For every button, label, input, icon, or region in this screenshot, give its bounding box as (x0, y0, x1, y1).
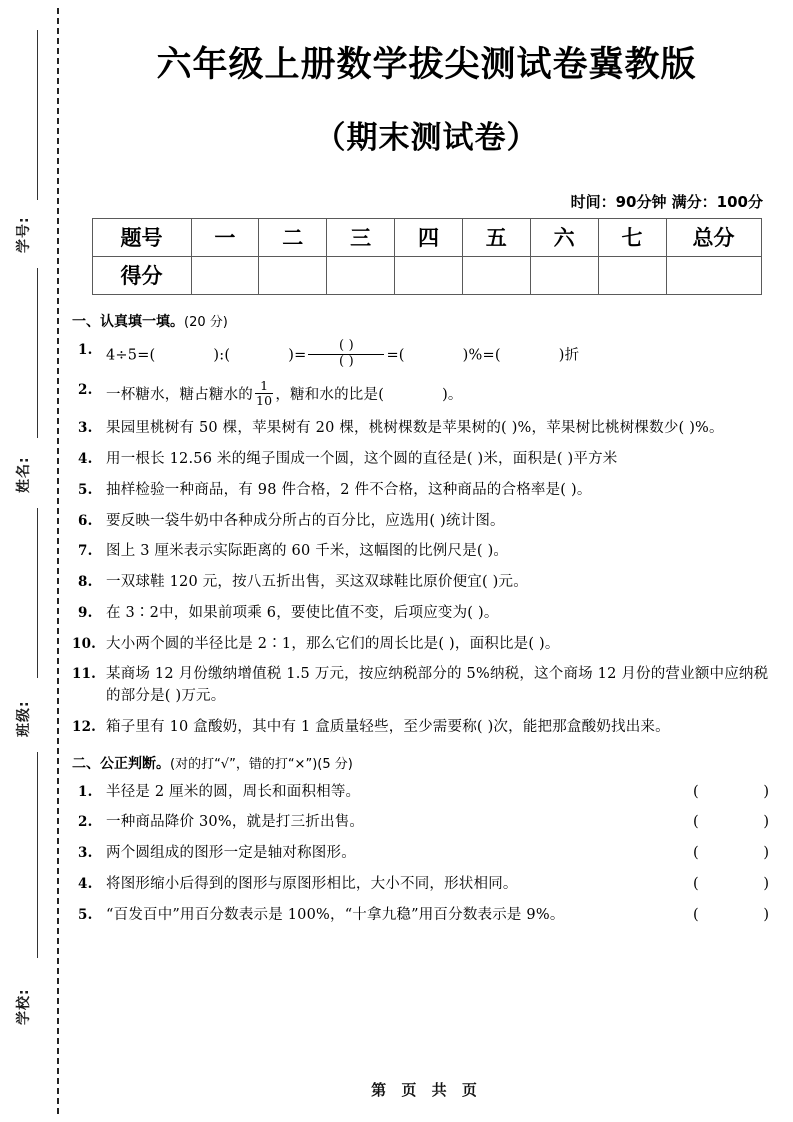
question-item (72, 634, 771, 656)
score-table-cell: 四 (395, 218, 463, 256)
bracket-open: ( (693, 906, 699, 923)
answer-bracket[interactable] (693, 843, 769, 865)
exam-page (60, 0, 793, 1122)
score-entry-cell[interactable] (598, 256, 666, 294)
question-body: 将图形缩小后得到的图形与原图形相比，大小不同，形状相同。 (106, 875, 518, 892)
question-fragment: =( (386, 347, 405, 364)
bracket-close: ) (763, 845, 769, 862)
score-entry-cell[interactable] (462, 256, 530, 294)
score-table-cell-total: 总分 (666, 218, 761, 256)
section-heading-text: 二、公正判断。 (72, 755, 170, 772)
question-body: 图上 3 厘米表示实际距离的 60 千米，这幅图的比例尺是( )。 (106, 543, 509, 560)
question-body: “百发百中”用百分数表示是 100%，“十拿九稳”用百分数表示是 9%。 (106, 906, 565, 923)
score-table-cell: 七 (598, 218, 666, 256)
exam-content (60, 311, 793, 927)
question-body: 大小两个圆的半径比是 2∶1，那么它们的周长比是( )，面积比是( )。 (106, 635, 560, 652)
margin-label-name: 姓名: (16, 456, 32, 493)
score-entry-cell[interactable] (530, 256, 598, 294)
score-table-cell: 五 (462, 218, 530, 256)
question-fragment: ，糖和水的比是( (275, 386, 385, 403)
score-table-cell: 三 (327, 218, 395, 256)
question-number: 3. (78, 845, 93, 862)
question-body: 在 3∶2中，如果前项乘 6，要使比值不变，后项应变为( )。 (106, 604, 499, 621)
margin-label-school: 学校: (16, 988, 32, 1025)
bracket-close: ) (763, 875, 769, 892)
question-fragment: ):( (213, 347, 231, 364)
question-item (72, 905, 771, 927)
score-entry-cell-total[interactable] (666, 256, 761, 294)
question-number: 8. (78, 574, 93, 591)
write-line-name (37, 268, 38, 438)
question-item (72, 511, 771, 533)
question-item (72, 717, 771, 739)
question-fragment: )折 (558, 347, 580, 364)
section-heading-fill-in-blanks (72, 311, 771, 331)
question-body: 用一根长 12.56 米的绳子围成一个圆，这个圆的直径是( )米，面积是( )平方米 (106, 451, 618, 468)
question-item (72, 603, 771, 625)
page-title: 六年级上册数学拔尖测试卷冀教版 (156, 45, 697, 85)
question-item (72, 480, 771, 502)
score-entry-cell[interactable] (327, 256, 395, 294)
question-body: 某商场 12 月份缴纳增值税 1.5 万元，按应纳税部分的 5%纳税，这个商场 12 月份的营业额中应纳税的部分是( )万元。 (106, 666, 769, 705)
question-item (72, 572, 771, 594)
section-heading-true-false (72, 753, 771, 773)
score-entry-cell[interactable] (191, 256, 259, 294)
question-body: 要反映一袋牛奶中各种成分所占的百分比，应选用( )统计图。 (106, 512, 505, 529)
question-body: 抽样检验一种商品，有 98 件合格，2 件不合格，这种商品的合格率是( )。 (106, 481, 592, 498)
question-body (106, 377, 771, 410)
table-row (92, 256, 761, 294)
question-item (72, 418, 771, 440)
score-table-cell: 六 (530, 218, 598, 256)
table-row (92, 218, 761, 256)
write-line-student-id (37, 30, 38, 200)
question-item (72, 377, 771, 410)
question-number: 6. (78, 512, 93, 529)
bracket-close: ) (763, 783, 769, 800)
question-fragment: )= (288, 347, 307, 364)
write-line-school (37, 752, 38, 958)
question-body: 一种商品降价 30%，就是打三折出售。 (106, 814, 365, 831)
question-body: 两个圆组成的图形一定是轴对称图形。 (106, 845, 356, 862)
page-subtitle: （期末测试卷） (314, 119, 539, 156)
margin-label-student-id: 学号: (16, 216, 32, 253)
question-fragment: 一杯糖水，糖占糖水的 (106, 386, 253, 403)
bracket-close: ) (763, 814, 769, 831)
question-number: 3. (78, 420, 93, 437)
question-number: 4. (78, 875, 93, 892)
question-number: 5. (78, 481, 93, 498)
question-number: 5. (78, 906, 93, 923)
fraction-one-tenth (255, 379, 273, 409)
page-footer: 第 页 共 页 (371, 1081, 482, 1099)
answer-bracket[interactable] (693, 874, 769, 896)
question-fragment: )%=( (462, 347, 501, 364)
question-body: 半径是 2 厘米的圆，周长和面积相等。 (106, 783, 361, 800)
fraction-denominator[interactable]: ( ) (308, 354, 384, 370)
question-body: 果园里桃树有 50 棵，苹果树有 20 棵，桃树棵数是苹果树的( )%，苹果树比桃树棵数少( )%。 (106, 420, 724, 437)
question-item (72, 843, 771, 865)
question-number: 1. (78, 341, 93, 358)
question-item (72, 812, 771, 834)
section-points: (对的打“√”，错的打“×”)(5 分) (170, 756, 353, 772)
question-number: 4. (78, 451, 93, 468)
question-item (72, 337, 771, 371)
cut-dashed-line (57, 8, 59, 1114)
score-table (92, 218, 762, 295)
score-table-cell: 一 (191, 218, 259, 256)
question-fragment: 4÷5=( (106, 347, 156, 364)
question-number: 2. (78, 814, 93, 831)
question-item (72, 449, 771, 471)
question-number: 7. (78, 543, 93, 560)
question-number: 11. (72, 666, 97, 683)
question-item (72, 664, 771, 708)
question-item (72, 541, 771, 563)
answer-bracket[interactable] (693, 905, 769, 927)
title-block (60, 0, 793, 157)
bracket-open: ( (693, 875, 699, 892)
score-table-cell: 二 (259, 218, 327, 256)
bracket-open: ( (693, 845, 699, 862)
question-body: 一双球鞋 120 元，按八五折出售，买这双球鞋比原价便宜( )元。 (106, 574, 528, 591)
question-body: 箱子里有 10 盒酸奶，其中有 1 盒质量轻些，至少需要称( )次，能把那盒酸奶找出来。 (106, 718, 670, 735)
section-points: (20 分) (184, 314, 228, 330)
question-number: 9. (78, 604, 93, 621)
question-number: 10. (72, 635, 97, 652)
question-number: 12. (72, 718, 97, 735)
question-item (72, 782, 771, 804)
bracket-open: ( (693, 783, 699, 800)
answer-bracket[interactable] (693, 782, 769, 804)
score-entry-cell[interactable] (259, 256, 327, 294)
score-table-row-label: 题号 (92, 218, 191, 256)
fraction-denominator: 10 (256, 393, 273, 408)
exam-margin-strip (0, 0, 60, 1122)
question-number: 1. (78, 783, 93, 800)
fraction-numerator: 1 (260, 377, 269, 393)
question-body (106, 337, 771, 371)
exam-meta-line: 时间：90分钟 满分：100分 (570, 192, 763, 211)
question-fragment: )。 (442, 386, 463, 403)
answer-bracket[interactable] (693, 812, 769, 834)
question-item (72, 874, 771, 896)
bracket-close: ) (763, 906, 769, 923)
score-entry-cell[interactable] (395, 256, 463, 294)
question-number: 2. (78, 381, 93, 398)
write-line-class (37, 508, 38, 678)
score-table-wrapper (92, 218, 762, 295)
margin-label-class: 班级: (16, 700, 32, 737)
bracket-open: ( (693, 814, 699, 831)
answer-fraction[interactable] (308, 339, 384, 370)
section-heading-text: 一、认真填一填。 (72, 313, 184, 330)
fraction-numerator[interactable]: ( ) (339, 337, 354, 353)
score-table-row-label: 得分 (92, 256, 191, 294)
